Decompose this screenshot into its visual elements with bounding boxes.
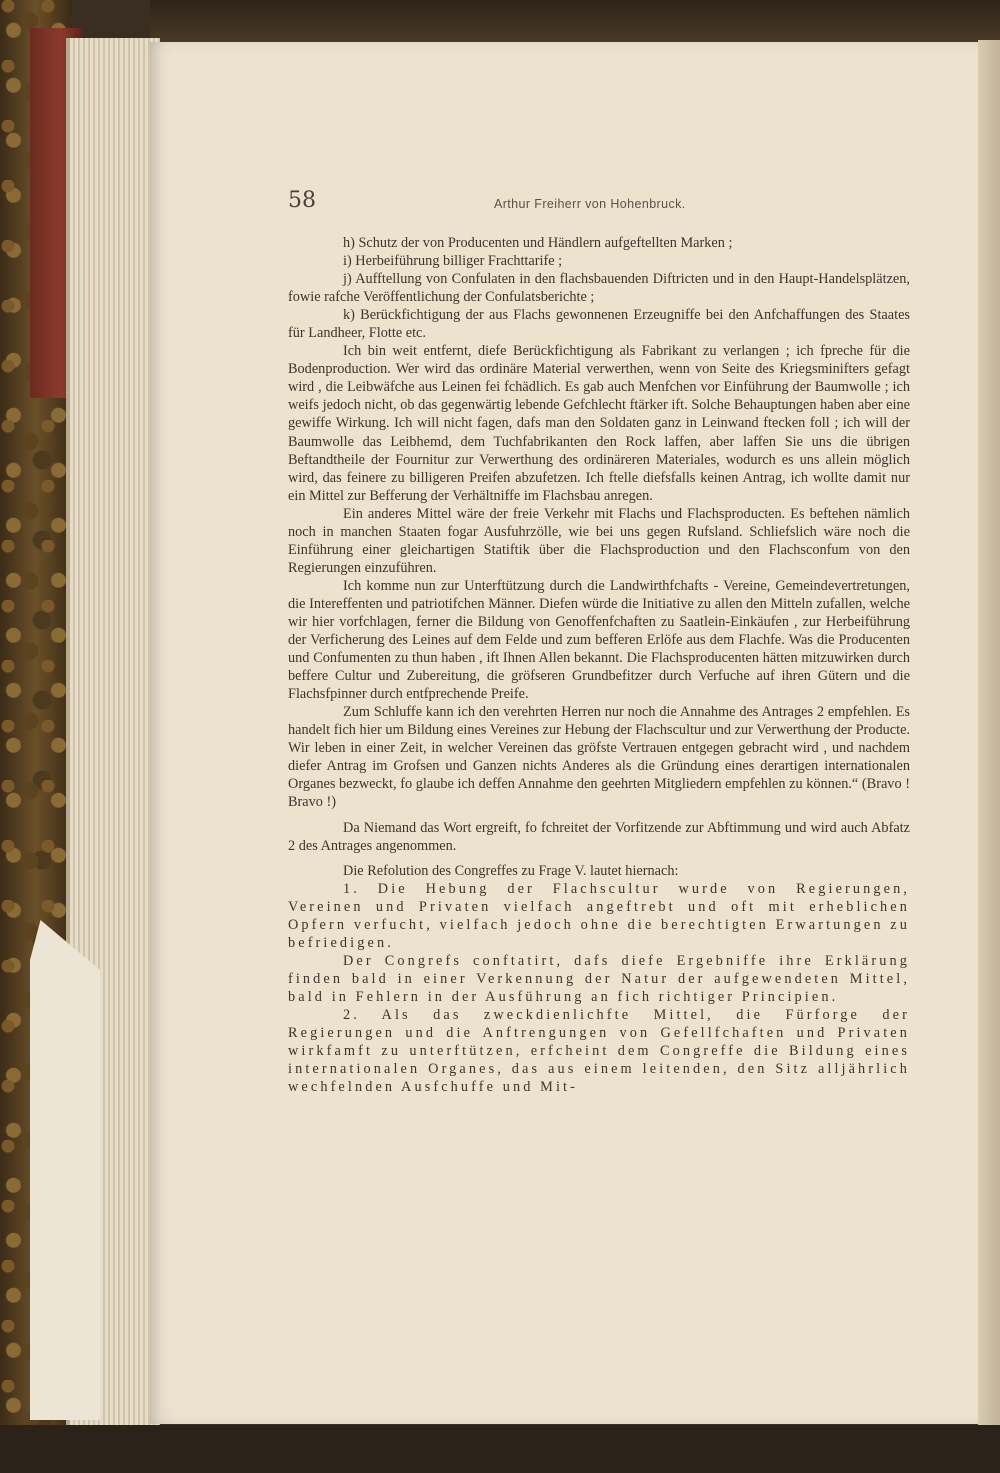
paragraph: k) Berückfichtigung der aus Flachs gewonnenen Erzeugniffe bei den Anfchaffungen des Staates für Landheer, Flotte etc. [288, 307, 910, 342]
background-top [150, 0, 1000, 44]
paragraph: Ich komme nun zur Unterftützung durch die Landwirthfchafts - Vereine, Gemeindevertretungen, die Intereffenten und patriotifchen Männer. Diefen würde die Initiative zu allen den Mitteln zufallen, welche wir hier vorfchlagen, ferner die Bildung von Genoffenfchaften zu Saatlein-Einkäufen , zur Herbeiführung der Verficherung des Leines auf dem Felde und zum befferen Erlöfe aus dem Flachfe. Was die Producenten und Confumenten zu thun haben , ift Ihnen Allen bekannt. Die Flachsproducenten hätten mitzuwirken durch beffere Cultur und Zubereitung, die gröfseren Grundbefitzer durch Verfuche auf ihren Gütern und die Flachsfpinner durch entfprechende Preife. [288, 577, 910, 703]
paragraph: Ein anderes Mittel wäre der freie Verkehr mit Flachs und Flachsproducten. Es beftehen nämlich noch in manchen Staaten fogar Ausfuhrzölle, wie bei uns gegen Rufsland. Schliefslich wäre noch die Einführung einer gleichartigen Statiftik über die Flachsproduction und den Flachsconfum von den Regierungen einzuführen. [288, 505, 910, 576]
paragraph: Die Refolution des Congreffes zu Frage V. lautet hiernach: [343, 862, 679, 879]
facing-page-edge [978, 40, 1000, 1430]
page-header [288, 188, 918, 218]
resolution-paragraph: 1. Die Hebung der Flachscultur wurde von Regierungen, Vereinen und Privaten vielfach angeftrebt und oft mit erheblichen Opfern verfucht, vielfach jedoch ohne die berechtigten Erwartungen zu befriedigen. [288, 880, 910, 951]
paragraph: j) Aufftellung von Confulaten in den flachsbauenden Diftricten und in den Haupt-Handelsplätzen, fowie rafche Veröffentlichung der Confulatsberichte ; [288, 271, 910, 306]
body-text [288, 234, 910, 1096]
paragraph: h) Schutz der von Producenten und Händlern aufgeftellten Marken ; [343, 235, 733, 251]
page-number: 58 [288, 188, 316, 213]
running-head: Arthur Freiherr von Hohenbruck. [494, 197, 686, 211]
resolution-paragraph: Der Congrefs conftatirt, dafs diefe Ergebniffe ihre Erklärung finden bald in einer Verkennung der Natur der aufgewendeten Mittel, bald in Fehlern in der Ausführung an fich richtiger Principien. [288, 952, 910, 1005]
paragraph: Ich bin weit entfernt, diefe Berückfichtigung als Fabrikant zu verlangen ; ich fpreche für die Bodenproduction. Wer wird das ordinäre Material verwerthen, wenn von Seite des Kriegsminifters gefagt wird , die Leibwäfche aus Leinen fei fchädlich. Es gab auch Menfchen vor Einführung der Baumwolle ; ich weifs jedoch nicht, ob das gegenwärtig lebende Gefchlecht ftärker ift. Solche Behauptungen haben aber eine gewiffe Wirkung. Ich will nicht fagen, dafs man den Soldaten ganz in Leinwand ftecken foll ; ich will der Baumwolle das Leibhemd, dem Tuchfabrikanten den Rock laffen, aber laffen Sie uns die übrigen Beftandtheile der Fournitur zur Verwerthung des ordinäreren Materiales, wodurch es uns allein möglich wird, das feinere zu billigeren Preifen abzufetzen. Ich ftelle diefsfalls keinen Antrag, ich wollte damit nur ein Mittel zur Befferung der Verhältniffe im Flachsbau anregen. [288, 343, 910, 504]
background-bottom [0, 1425, 1000, 1473]
paragraph: Zum Schluffe kann ich den verehrten Herren nur noch die Annahme des Antrages 2 empfehlen. Es handelt fich hier um Bildung eines Vereines zur Hebung der Flachscultur und zur Verwerthung der Producte. Wir leben in einer Zeit, in welcher Vereinen das gröfste Vertrauen entgegen gebracht wird , und nachdem diefer Antrag im Grofsen und Ganzen nichts Anderes als die Gründung eines derartigen internationalen Organes bezweckt, fo glaube ich deffen Annahme den geehrten Mitgliedern empfehlen zu können.“ (Bravo ! Bravo !) [288, 704, 910, 811]
paragraph: Da Niemand das Wort ergreift, fo fchreitet der Vorfitzende zur Abftimmung und wird auch Abfatz 2 des Antrages angenommen. [288, 819, 910, 854]
paragraph: i) Herbeiführung billiger Frachttarife ; [343, 253, 563, 270]
resolution-paragraph: 2. Als das zweckdienlichfte Mittel, die Fürforge der Regierungen und die Anftrengungen von Gefellfchaften und Privaten wirkfamft zu unterftützen, erfcheint dem Congreffe die Bildung eines internationalen Organes, das aus einem leitenden, den Sitz alljährlich wechfelnden Ausfchuffe und Mit- [288, 1006, 910, 1096]
paper-bookmark-slip [30, 920, 100, 1420]
